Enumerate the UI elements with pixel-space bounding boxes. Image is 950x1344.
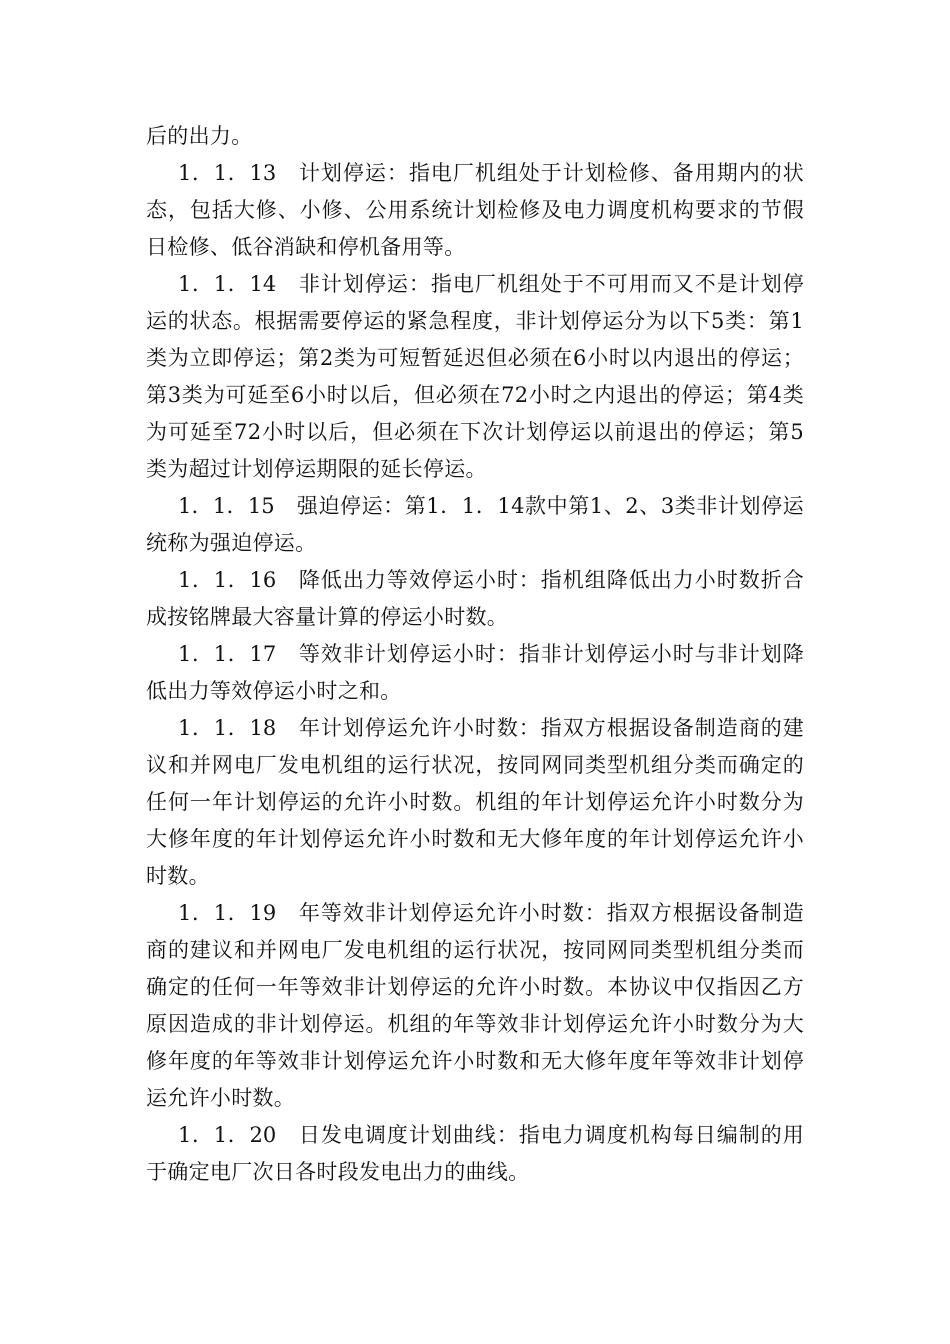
- section-1-1-18: [146, 710, 804, 895]
- section-number: 1．1．20: [178, 1123, 277, 1147]
- section-1-1-20: [146, 1117, 804, 1191]
- section-text: 等效非计划停运小时：指非计划停运小时与非计划降低出力等效停运小时之和。: [146, 642, 804, 703]
- section-number: 1．1．14: [178, 272, 277, 296]
- section-number: 1．1．19: [178, 901, 277, 925]
- section-number: 1．1．15: [178, 494, 275, 518]
- section-text: 强迫停运：第1．1．14款中第1、2、3类非计划停运统称为强迫停运。: [146, 494, 804, 555]
- document-body: [146, 118, 804, 1191]
- section-1-1-15: [146, 488, 804, 562]
- section-text: 日发电调度计划曲线：指电力调度机构每日编制的用于确定电厂次日各时段发电出力的曲线。: [146, 1123, 804, 1184]
- section-number: 1．1．18: [178, 716, 277, 740]
- continuation-text: 后的出力。: [146, 124, 253, 148]
- section-1-1-13: [146, 155, 804, 266]
- section-text: 计划停运：指电厂机组处于计划检修、备用期内的状态，包括大修、小修、公用系统计划检修及电力调度机构要求的节假日检修、低谷消缺和停机备用等。: [146, 161, 804, 259]
- section-1-1-14: [146, 266, 804, 488]
- section-number: 1．1．13: [178, 161, 277, 185]
- section-text: 非计划停运：指电厂机组处于不可用而又不是计划停运的状态。根据需要停运的紧急程度，非计划停运分为以下5类：第1类为立即停运；第2类为可短暂延迟但必须在6小时以内退出的停运；第3类为可延至6小时以后，但必须在72小时之内退出的停运；第4类为可延至72小时以后，但必须在下次计划停运以前退出的停运；第5类为超过计划停运期限的延长停运。: [146, 272, 804, 481]
- section-1-1-17: [146, 636, 804, 710]
- section-number: 1．1．17: [178, 642, 277, 666]
- section-number: 1．1．16: [178, 568, 277, 592]
- section-1-1-16: [146, 562, 804, 636]
- section-text: 年计划停运允许小时数：指双方根据设备制造商的建议和并网电厂发电机组的运行状况，按同网同类型机组分类而确定的任何一年计划停运的允许小时数。机组的年计划停运允许小时数分为大修年度的年计划停运允许小时数和无大修年度的年计划停运允许小时数。: [146, 716, 804, 888]
- section-text: 年等效非计划停运允许小时数：指双方根据设备制造商的建议和并网电厂发电机组的运行状况，按同网同类型机组分类而确定的任何一年等效非计划停运的允许小时数。本协议中仅指因乙方原因造成的非计划停运。机组的年等效非计划停运允许小时数分为大修年度的年等效非计划停运允许小时数和无大修年度年等效非计划停运允许小时数。: [146, 901, 804, 1110]
- section-text: 降低出力等效停运小时：指机组降低出力小时数折合成按铭牌最大容量计算的停运小时数。: [146, 568, 804, 629]
- section-1-1-19: [146, 895, 804, 1117]
